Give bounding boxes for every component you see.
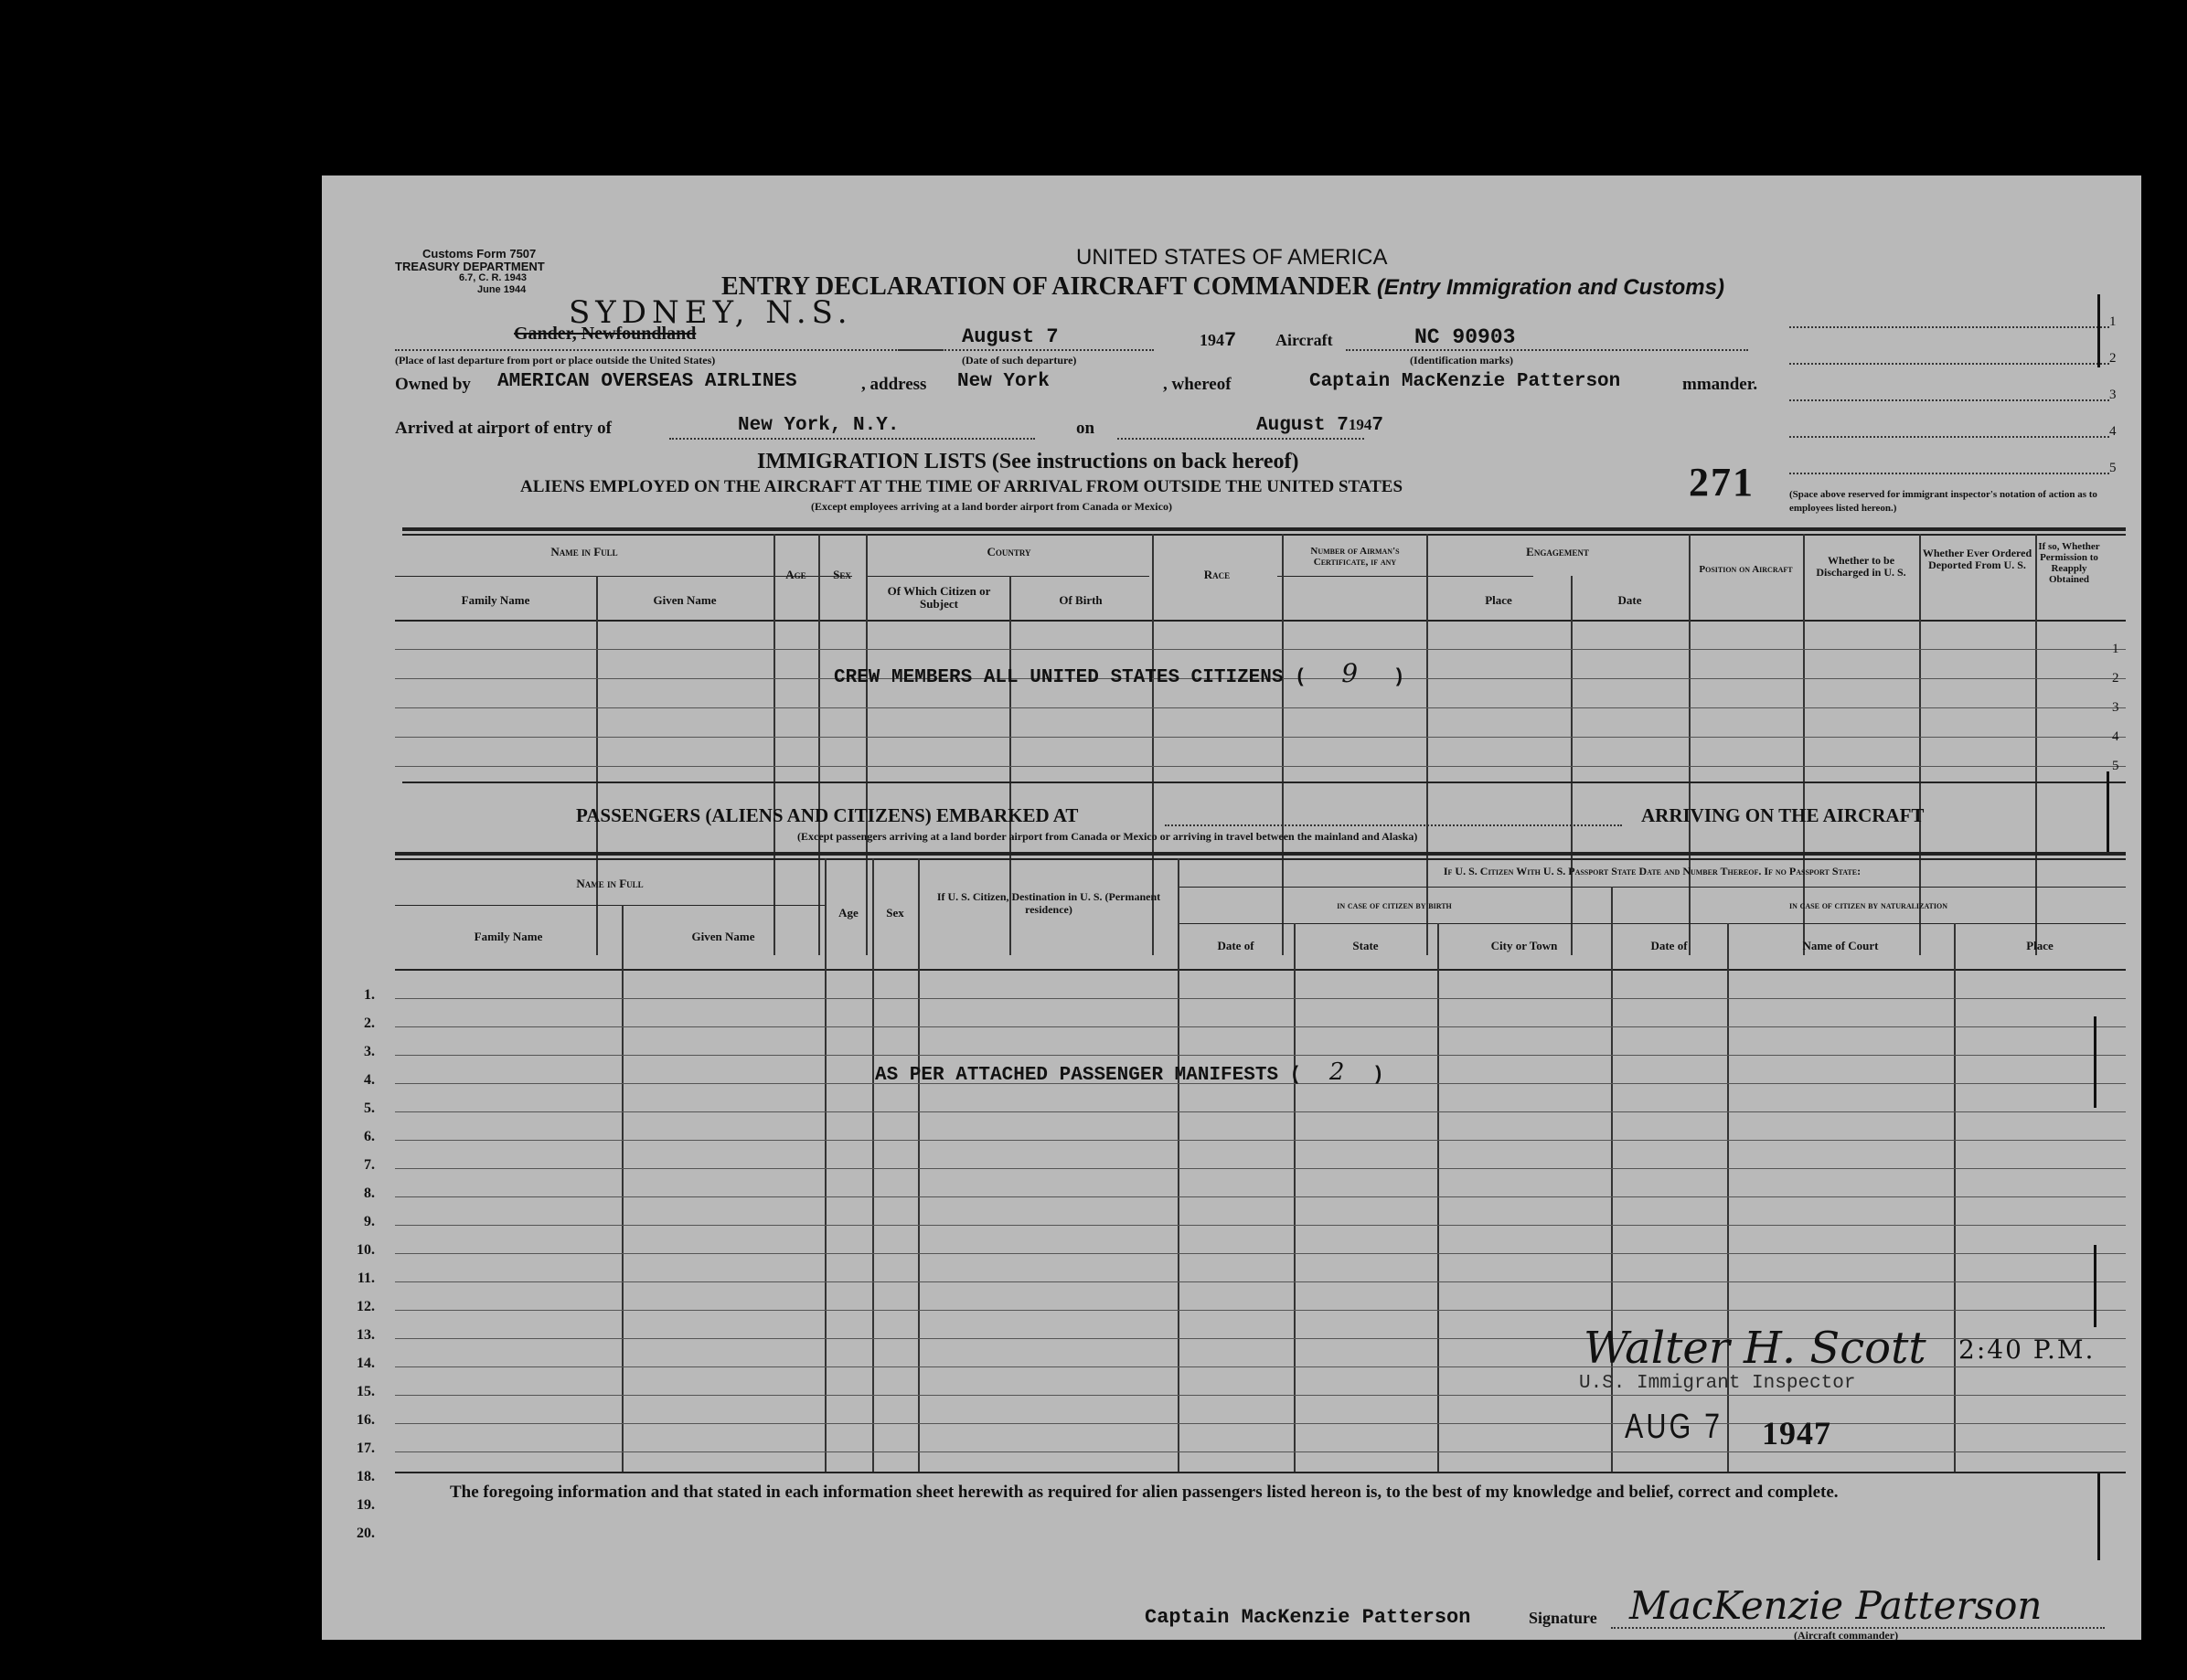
side-number-1: 1 [2109,314,2117,329]
pass-row-number-15: 15. [357,1384,375,1399]
arrival-label: Arrived at airport of entry of [395,419,612,438]
crew-row-number-2: 2 [2112,671,2119,686]
commander-suffix: mmander. [1682,375,1758,394]
pass-row-number-18: 18. [357,1469,375,1484]
departure-place-line [395,349,944,351]
crew-col-10 [1689,534,1691,955]
pass-row-number-12: 12. [357,1299,375,1314]
pass-h-state: State [1352,939,1379,952]
pass-h-sex: Sex [886,906,904,920]
arrival-year-prefix: 194 [1348,416,1372,433]
pass-col-4 [918,858,920,1472]
departure-date-caption: (Date of such departure) [962,354,1077,367]
side-number-4: 4 [2109,424,2117,439]
pass-row-line [395,1395,2126,1396]
pass-header-bottom [395,969,2126,971]
pass-row-line [395,1451,2126,1452]
owner-name: AMERICAN OVERSEAS AIRLINES [497,371,797,392]
crew-h-reapply: If so, Whether Permission to Reapply Obtained [2038,541,2100,585]
margin-bracket-mid [2107,771,2109,852]
crew-typed-text: CREW MEMBERS ALL UNITED STATES CITIZENS ( [834,667,1307,688]
crew-h-country: Country [987,545,1031,558]
pass-h-by-naturalization: in case of citizen by naturalization [1788,900,1948,911]
crew-h-age: Age [785,568,806,581]
form-id-line-1: Customs Form 7507 [422,247,537,261]
crew-row-number-5: 5 [2112,759,2119,773]
crew-row-line-4 [395,737,2126,738]
inspector-stamp-year: 1947 [1762,1415,1831,1451]
margin-bracket-top [2097,294,2100,367]
pass-row-line [395,1423,2126,1424]
crew-row-line-3 [395,707,2126,708]
pass-h-age: Age [838,906,859,920]
immigration-subheading: ALIENS EMPLOYED ON THE AIRCRAFT AT THE TIME OF ARRIVAL FROM OUTSIDE THE UNITED STATES [520,477,1403,496]
pass-header-mid-passport-2 [1179,923,2126,924]
pass-row-number-13: 13. [357,1327,375,1343]
immigration-stamp-number: 271 [1689,460,1755,505]
departure-place-caption: (Place of last departure from port or place outside the United States) [395,354,716,367]
pass-row-line [395,1310,2126,1311]
pass-typed-close: ) [1372,1065,1384,1086]
crew-h-certificate: Number of Airman's Certificate, if any [1310,546,1400,568]
pass-row-number-17: 17. [357,1441,375,1456]
side-number-5: 5 [2109,461,2117,475]
margin-bracket-lower-2 [2094,1245,2096,1327]
crew-col-3 [818,534,820,955]
notation-line-3 [1789,399,2109,401]
crew-h-engagement: Engagement [1526,545,1589,558]
form-id-line-2: TREASURY DEPARTMENT [395,260,545,273]
crew-row-number-1: 1 [2112,642,2119,656]
crew-h-place: Place [1485,593,1512,607]
document-sheet [322,175,2141,1640]
crew-header-bottom [395,620,2126,622]
pass-row-line [395,1281,2126,1282]
pass-row-line [395,1196,2126,1197]
crew-h-race: Race [1203,568,1231,581]
passengers-heading-left: PASSENGERS (ALIENS AND CITIZENS) EMBARKED AT [576,804,1079,826]
form-id-line-3: 6.7, C. R. 1943 [459,272,527,283]
crew-col-12 [1919,534,1921,955]
pass-h-destination: If U. S. Citizen, Destination in U. S. (Permanent residence) [936,890,1161,916]
pass-row-line [395,1140,2126,1141]
pass-row-number-5: 5. [364,1101,375,1116]
crew-h-position: Position on Aircraft [1699,564,1793,575]
crew-row-number-4: 4 [2112,729,2119,744]
pass-h-date-of-2: Date of [1650,939,1688,952]
crew-h-discharged: Whether to be Discharged in U. S. [1816,554,1906,579]
crew-col-13 [2035,534,2037,955]
notation-line-4 [1789,436,2109,438]
crew-h-sex: Sex [833,568,851,581]
crew-row-line-1 [395,649,2126,650]
crew-row-number-3: 3 [2112,700,2119,715]
aircraft-label: Aircraft [1275,331,1333,349]
departure-struck-place: Gander, Newfoundland [514,324,697,344]
arrival-year-suffix: 7 [1371,415,1383,436]
arrival-place-line [669,438,1035,440]
pass-row-line [395,998,2126,999]
immigration-subnote: (Except employees arriving at a land border airport from Canada or Mexico) [811,500,1172,513]
aircraft-id: NC 90903 [1414,325,1516,349]
pass-row-line [395,1225,2126,1226]
pass-header-mid-name [395,905,825,906]
pass-row-number-3: 3. [364,1044,375,1059]
pass-row-number-4: 4. [364,1072,375,1088]
form-id-line-4: June 1944 [477,284,527,295]
inspector-title: U.S. Immigrant Inspector [1579,1373,1856,1394]
footer-signature: MacKenzie Patterson [1629,1583,2043,1628]
pass-typed-entry [875,1058,1384,1086]
crew-header-mid-3 [1277,576,1533,577]
pass-header-mid-passport [1179,887,2126,888]
notation-line-1 [1789,326,2109,328]
crew-table-bottom [402,782,2126,783]
pass-row-number-11: 11. [357,1271,375,1286]
pass-row-number-16: 16. [357,1412,375,1428]
pass-table-top-2 [395,858,2126,860]
footer-signature-caption: (Aircraft commander) [1794,1629,1899,1642]
crew-h-given: Given Name [653,593,717,607]
owner-address: New York [957,371,1050,392]
crew-header-mid-2 [866,576,1149,577]
inspector-stamp-date: AUG 7 [1625,1408,1723,1446]
pass-typed-text: AS PER ATTACHED PASSENGER MANIFESTS ( [875,1065,1302,1086]
crew-table-top-2 [402,534,2126,536]
pass-h-by-birth: in case of citizen by birth [1337,900,1452,911]
arrival-date-line [1117,438,1364,440]
departure-handwritten-place: SYDNEY, N.S. [569,294,853,331]
crew-h-name: Name in Full [550,545,618,558]
crew-h-of-birth: Of Birth [1059,593,1103,607]
margin-bracket-lower-1 [2094,1016,2096,1108]
crew-h-citizen-of: Of Which Citizen or Subject [887,584,991,611]
departure-date: August 7 [962,325,1059,348]
pass-h-family: Family Name [474,930,543,943]
pass-h-city: City or Town [1490,939,1558,952]
arrival-on-label: on [1076,419,1095,438]
pass-col-3 [872,858,874,1472]
footer-typed-name: Captain MacKenzie Patterson [1145,1606,1471,1629]
aircraft-caption: (Identification marks) [1410,354,1513,367]
address-label: , address [861,375,927,394]
pass-h-given: Given Name [691,930,755,943]
departure-date-line [898,349,1154,351]
crew-h-deported: Whether Ever Ordered Deported From U. S. [1922,547,2032,571]
arrival-date-value: August 7 [1256,415,1349,436]
arrival-date [1256,415,1383,436]
crew-table-top [402,527,2126,531]
pass-row-number-6: 6. [364,1129,375,1144]
crew-col-2 [773,534,775,955]
pass-row-number-14: 14. [357,1356,375,1371]
pass-row-line [395,1168,2126,1169]
pass-h-date-of: Date of [1217,939,1254,952]
passengers-subnote: (Except passengers arriving at a land border airport from Canada or Mexico or arriving in travel between the mainland and Alaska) [797,830,1418,843]
pass-row-number-9: 9. [364,1214,375,1229]
passengers-heading-right: ARRIVING ON THE AIRCRAFT [1641,804,1925,826]
whereof-label: , whereof [1163,375,1232,394]
pass-col-7 [1437,923,1439,1472]
pass-row-number-10: 10. [357,1242,375,1258]
departure-year-prefix: 194 [1200,331,1224,349]
pass-col-1 [622,905,624,1472]
crew-col-7 [1282,534,1284,955]
commander-name: Captain MacKenzie Patterson [1309,371,1621,392]
crew-row-line-5 [395,766,2126,767]
pass-row-line [395,1111,2126,1112]
pass-row-number-19: 19. [357,1497,375,1513]
pass-row-number-7: 7. [364,1157,375,1173]
crew-h-family: Family Name [461,593,530,607]
pass-row-number-20: 20. [357,1526,375,1541]
pass-col-2 [825,858,827,1472]
pass-row-number-8: 8. [364,1186,375,1201]
pass-table-top [395,852,2126,856]
side-number-2: 2 [2109,351,2117,366]
aircraft-line [1346,349,1748,351]
inspector-time: 2:40 P.M. [1958,1334,2096,1365]
pass-typed-count: 2 [1328,1058,1345,1086]
form-title-paren: (Entry Immigration and Customs) [1376,275,1724,300]
pass-row-number-1: 1. [364,987,375,1003]
owned-by-label: Owned by [395,375,471,394]
pass-h-court: Name of Court [1802,939,1879,952]
crew-col-11 [1803,534,1805,955]
reserved-note: (Space above reserved for immigrant inspector's notation of action as to employees listed hereon.) [1789,489,2097,514]
departure-year [1200,329,1236,352]
country-title: UNITED STATES OF AMERICA [1076,245,1388,270]
pass-h-passport: If U. S. Citizen With U. S. Passport State Date and Number Thereof. If no Passport State: [1443,865,1862,877]
embarked-at-line [1165,824,1622,826]
immigration-heading: IMMIGRATION LISTS (See instructions on back hereof) [757,450,1299,473]
notation-line-5 [1789,473,2109,474]
pass-table-bottom [395,1472,2126,1473]
footer-declaration: The foregoing information and that stated in each information sheet herewith as required for alien passengers listed hereon is, to the best of my knowledge and belief, correct and complete. [450,1483,1839,1502]
side-number-3: 3 [2109,388,2117,402]
departure-year-suffix: 7 [1224,329,1237,352]
form-title-main: ENTRY DECLARATION OF AIRCRAFT COMMANDER [721,272,1371,301]
crew-typed-entry [834,658,1404,688]
notation-line-2 [1789,363,2109,365]
arrival-place: New York, N.Y. [738,415,900,436]
pass-h-place: Place [2026,939,2054,952]
pass-row-line [395,1055,2126,1056]
pass-row-line [395,1253,2126,1254]
pass-col-6 [1294,923,1296,1472]
crew-typed-close: ) [1392,667,1405,688]
pass-col-10 [1954,923,1956,1472]
crew-typed-count: 9 [1341,658,1359,688]
inspector-signature: Walter H. Scott [1584,1323,1926,1374]
pass-row-number-2: 2. [364,1015,375,1031]
pass-h-name: Name in Full [576,877,644,890]
crew-h-date: Date [1617,593,1642,607]
footer-signature-label: Signature [1529,1609,1597,1627]
crew-col-4 [866,534,868,955]
pass-row-line [395,1026,2126,1027]
form-title [721,272,1724,302]
